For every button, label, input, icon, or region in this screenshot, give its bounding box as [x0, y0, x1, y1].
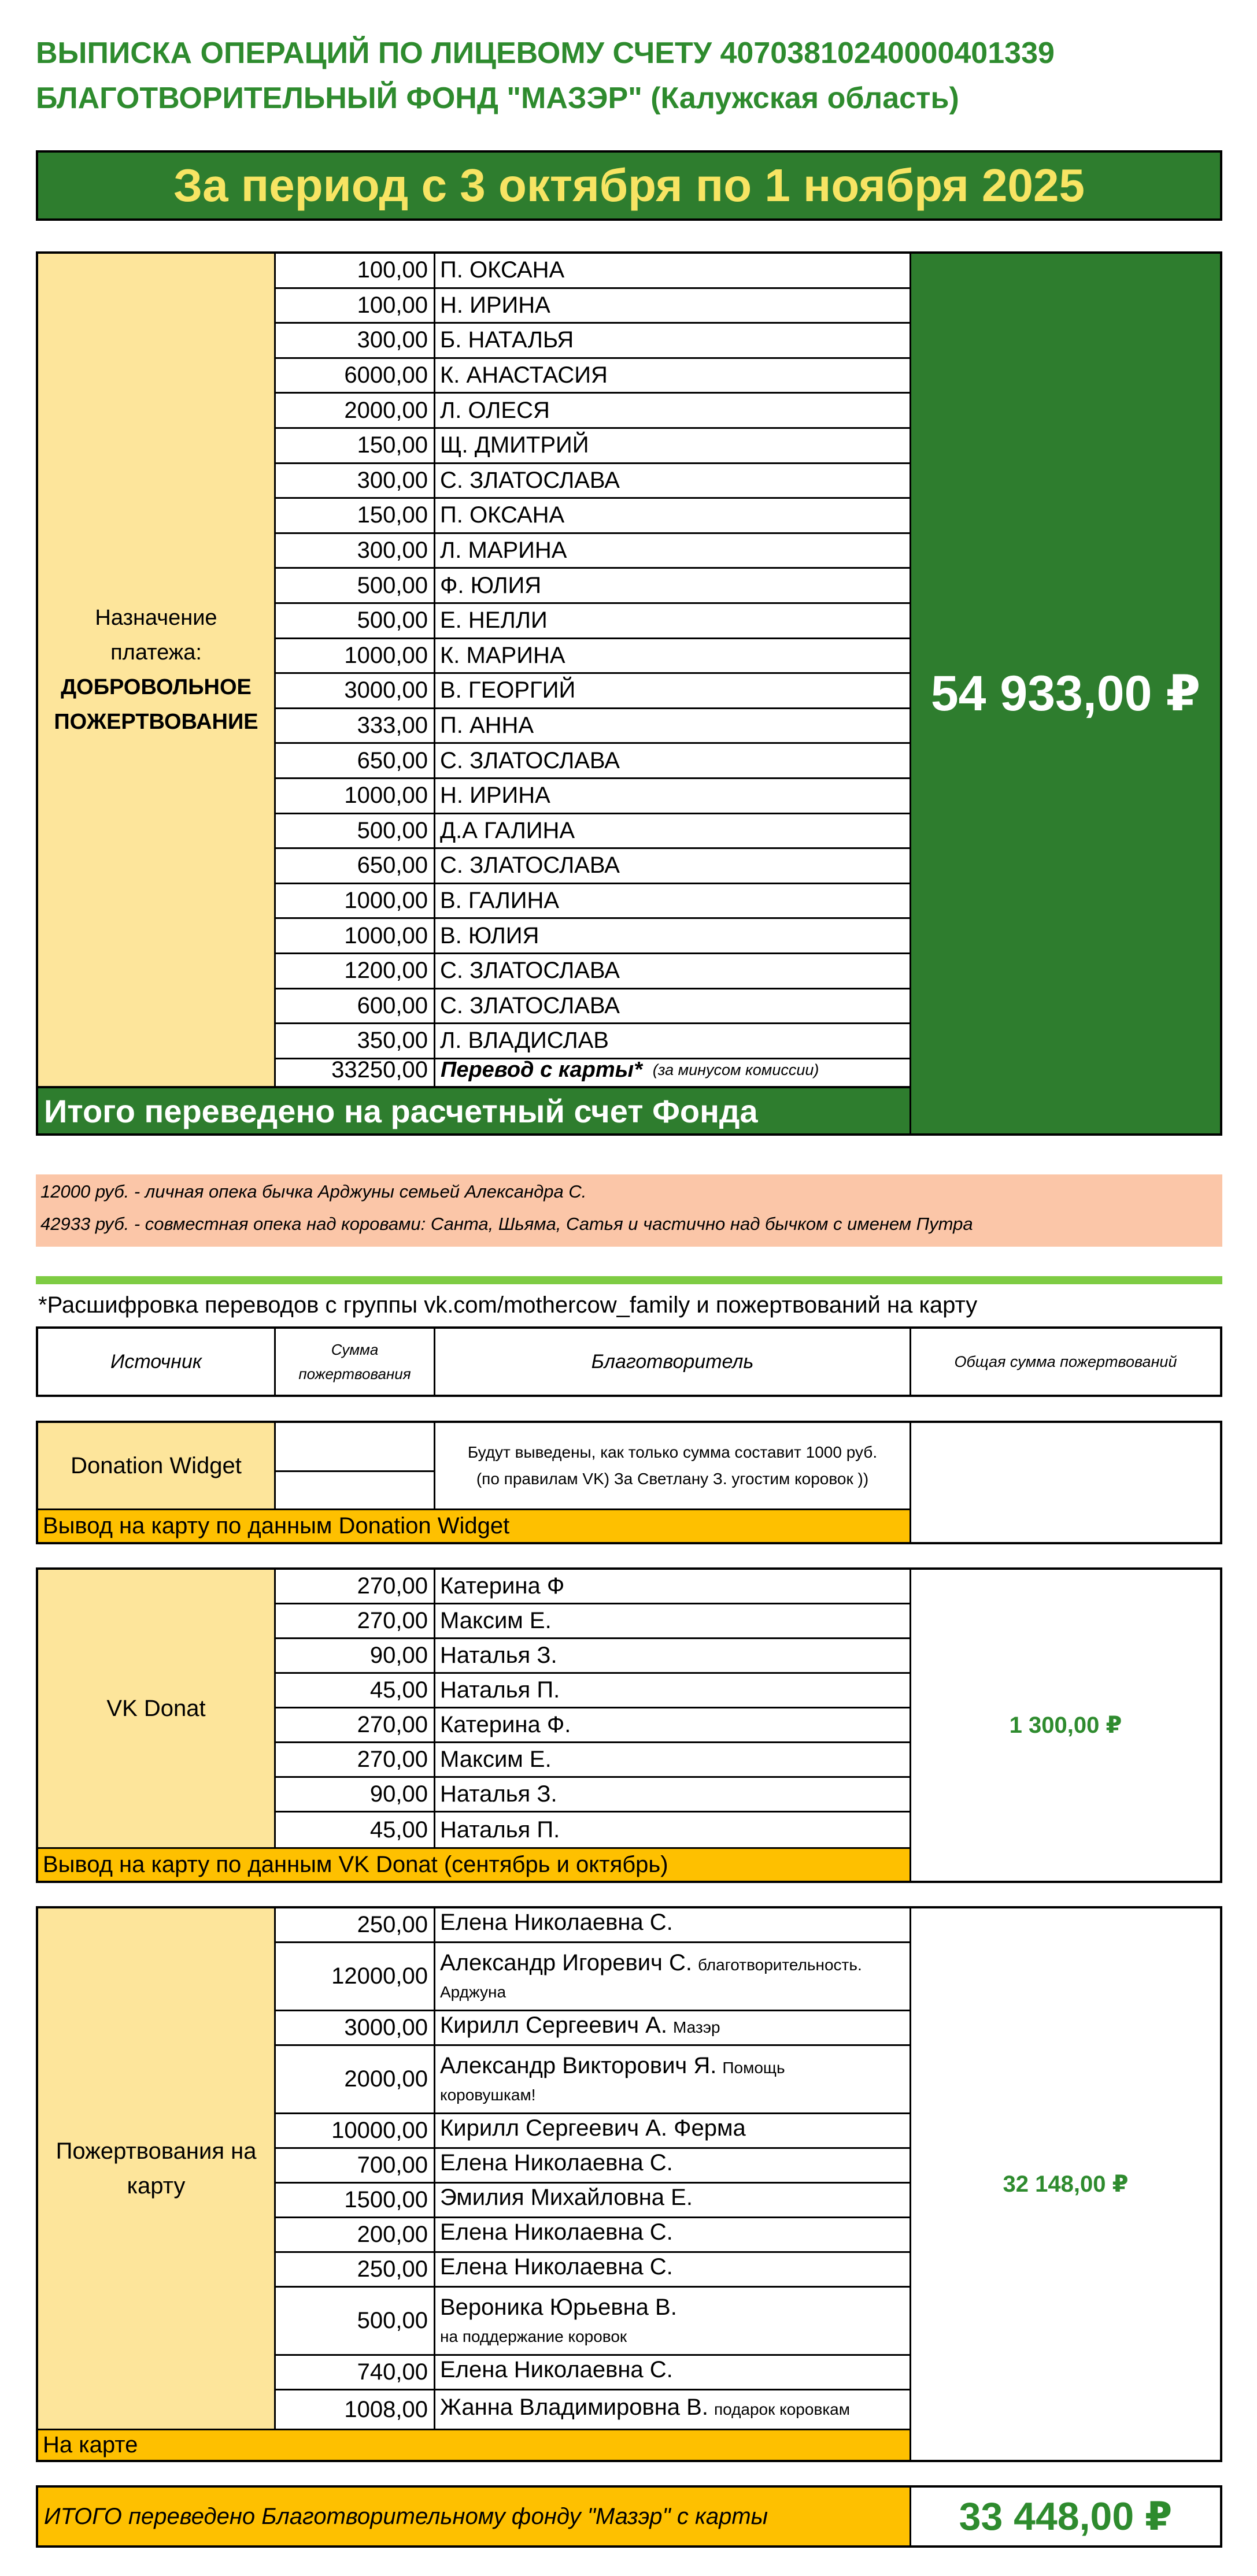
card-amount: 500,00 [276, 2288, 434, 2356]
donor-name: С. ЗЛАТОСЛАВА [435, 954, 910, 989]
card-donor-note-2: на поддержание коровок [440, 2327, 627, 2345]
card-donor [440, 1909, 679, 1941]
donor-name: Н. ИРИНА [435, 289, 910, 324]
vk-source-label: VK Donat [38, 1570, 274, 1847]
donation-amount: 100,00 [276, 289, 434, 324]
grand-total-value: 33 448,00 ₽ [959, 2494, 1173, 2538]
card-donor-name: Кирилл Сергеевич А. Ферма [440, 2115, 746, 2141]
donor-name: С. ЗЛАТОСЛАВА [435, 989, 910, 1025]
card-donor-cell [435, 2288, 910, 2356]
card-donor-name: Елена Николаевна С. [440, 2254, 673, 2280]
card-donor-name: Елена Николаевна С. [440, 2219, 673, 2245]
card-amount: 250,00 [276, 1908, 434, 1943]
donor-name: Л. ОЛЕСЯ [435, 394, 910, 429]
fund-title: БЛАГОТВОРИТЕЛЬНЫЙ ФОНД "МАЗЭР" (Калужская область) [36, 81, 959, 115]
donation-amount: 150,00 [276, 499, 434, 534]
donation-amount: 600,00 [276, 989, 434, 1025]
card-donor-cell [435, 1943, 910, 2011]
donation-amount: 300,00 [276, 324, 434, 359]
donation-amount: 1000,00 [276, 919, 434, 954]
donor-name: С. ЗЛАТОСЛАВА [435, 849, 910, 884]
vk-donor-name: Катерина Ф [435, 1570, 910, 1604]
card-source-label [38, 1908, 274, 2429]
grand-total-label: ИТОГО переведено Благотворительному фонду "Мазэр" с карты [38, 2488, 910, 2545]
row-divider [276, 1470, 434, 1472]
card-donor-name: Елена Николаевна С. [440, 2357, 673, 2382]
purpose-label: Назначение [95, 606, 217, 630]
donor-name: С. ЗЛАТОСЛАВА [435, 744, 910, 779]
donation-amount: 100,00 [276, 254, 434, 289]
donor-name: С. ЗЛАТОСЛАВА [435, 464, 910, 499]
card-donor [440, 1949, 862, 2003]
purpose-cell [38, 254, 274, 1086]
donation-amount: 3000,00 [276, 674, 434, 709]
vk-amount: 270,00 [276, 1743, 434, 1778]
card-donor-name: Александр Викторович Я. [440, 2053, 717, 2078]
card-source-line: Пожертвования на [56, 2138, 257, 2164]
breakdown-title: *Расшифровка переводов с группы vk.com/mothercow_family и пожертвований на карту [38, 1292, 978, 1318]
card-total: 32 148,00 ₽ [1003, 2171, 1129, 2197]
vk-donor-name: Наталья З. [435, 1778, 910, 1813]
vk-donor-name: Наталья З. [435, 1639, 910, 1674]
card-amount: 3000,00 [276, 2011, 434, 2046]
card-transfer-amount: 33250,00 [331, 1057, 428, 1083]
card-donor-cell [435, 2149, 910, 2184]
card-donor [440, 2356, 679, 2388]
donation-amount: 1000,00 [276, 779, 434, 814]
amount-header-line: Сумма [331, 1341, 379, 1358]
donation-amount: 500,00 [276, 814, 434, 850]
card-donor [440, 2253, 679, 2285]
donor-name: П. ОКСАНА [435, 254, 910, 289]
vk-total: 1 300,00 ₽ [1009, 1713, 1122, 1738]
donor-name: В. ГАЛИНА [435, 884, 910, 920]
card-donor-note-2: коровушкам! [440, 2086, 536, 2104]
donation-amount: 333,00 [276, 709, 434, 744]
donation-amount: 650,00 [276, 744, 434, 779]
donation-amount: 350,00 [276, 1024, 434, 1059]
card-donor-name: Александр Игоревич С. [440, 1950, 692, 1975]
amount-header [276, 1329, 434, 1395]
amount-header-line: пожертвования [298, 1365, 411, 1382]
donation-amount: 1200,00 [276, 954, 434, 989]
vk-amount: 270,00 [276, 1604, 434, 1639]
card-source-line: карту [127, 2173, 186, 2199]
card-transfer-name [436, 1054, 909, 1086]
vk-donor-name: Максим Е. [435, 1743, 910, 1778]
purpose-value: ДОБРОВОЛЬНОЕ [61, 675, 252, 699]
card-donor [440, 2394, 850, 2426]
card-donor-note: благотворительность. [698, 1956, 862, 1974]
card-amount: 10000,00 [276, 2114, 434, 2149]
card-donor-cell [435, 2218, 910, 2253]
card-amount: 12000,00 [276, 1943, 434, 2011]
card-amount: 700,00 [276, 2149, 434, 2184]
transfer-total-footer: Итого переведено на расчетный счет Фонда [38, 1086, 910, 1133]
donation-amount: 500,00 [276, 569, 434, 604]
vk-amount: 270,00 [276, 1570, 434, 1604]
card-donor-name: Елена Николаевна С. [440, 1910, 673, 1935]
card-amount: 740,00 [276, 2356, 434, 2390]
donation-amount: 6000,00 [276, 359, 434, 394]
donation-amount: 150,00 [276, 429, 434, 464]
donor-name: К. МАРИНА [435, 639, 910, 674]
card-donor [440, 2115, 752, 2147]
vk-amount: 90,00 [276, 1778, 434, 1813]
card-donor [440, 2219, 679, 2251]
donor-name: Д.А ГАЛИНА [435, 814, 910, 850]
donor-name: К. АНАСТАСИЯ [435, 359, 910, 394]
main-total: 54 933,00 ₽ [911, 254, 1220, 1133]
vk-amount: 45,00 [369, 1817, 428, 1843]
widget-note-line: (по правилам VK) За Светлану З. угостим коровок )) [476, 1470, 869, 1488]
donor-name: Н. ИРИНА [435, 779, 910, 814]
card-donor [440, 2294, 683, 2348]
vk-donor-name: Катерина Ф. [435, 1708, 910, 1743]
donor-name: Ф. ЮЛИЯ [435, 569, 910, 604]
card-donor-note: Мазэр [672, 2018, 720, 2036]
card-donor-cell [435, 2253, 910, 2288]
card-donor [440, 2184, 698, 2216]
section-divider [36, 1276, 1222, 1284]
donor-name: Щ. ДМИТРИЙ [435, 429, 910, 464]
card-donor-name: Эмилия Михайловна Е. [440, 2185, 693, 2210]
source-header: Источник [110, 1350, 202, 1373]
donor-name: П. АННА [435, 709, 910, 744]
card-donor-name: Вероника Юрьевна В. [440, 2295, 677, 2320]
donor-name: Л. ВЛАДИСЛАВ [435, 1024, 910, 1059]
card-donor-note: Помощь [722, 2059, 785, 2077]
card-amount: 1008,00 [344, 2396, 428, 2422]
card-donor-name: Елена Николаевна С. [440, 2150, 673, 2175]
donation-amount: 1000,00 [276, 884, 434, 920]
donor-name: Б. НАТАЛЬЯ [435, 324, 910, 359]
vk-donor-name: Максим Е. [435, 1604, 910, 1639]
vk-amount: 90,00 [276, 1639, 434, 1674]
card-amount: 1500,00 [276, 2184, 434, 2218]
widget-note-line: Будут выведены, как только сумма составит 1000 руб. [467, 1443, 878, 1461]
card-transfer-label: Перевод с карты* [441, 1057, 642, 1082]
card-donor-cell [435, 1908, 910, 1943]
donor-name: П. ОКСАНА [435, 499, 910, 534]
donor-name: В. ЮЛИЯ [435, 919, 910, 954]
widget-note [435, 1423, 910, 1508]
widget-footer: Вывод на карту по данным Donation Widget [38, 1508, 910, 1542]
donor-name: Е. НЕЛЛИ [435, 604, 910, 639]
donation-amount: 2000,00 [276, 394, 434, 429]
card-donor [440, 2149, 679, 2181]
donation-amount: 300,00 [276, 534, 434, 569]
card-amount: 200,00 [276, 2218, 434, 2253]
statement-title: ВЫПИСКА ОПЕРАЦИЙ ПО ЛИЦЕВОМУ СЧЕТУ 40703810240000401339 [36, 36, 1055, 70]
vk-footer: Вывод на карту по данным VK Donat (сентябрь и октябрь) [38, 1847, 910, 1881]
card-donor-note: подарок коровкам [713, 2400, 850, 2418]
card-transfer-note: (за минусом комиссии) [652, 1061, 819, 1078]
card-donor-cell [435, 2390, 910, 2429]
card-donor [440, 2012, 720, 2044]
widget-source-label: Donation Widget [38, 1423, 274, 1508]
donation-amount: 1000,00 [276, 639, 434, 674]
note-line: 12000 руб. - личная опека бычка Арджуны семьей Александра С. [40, 1181, 587, 1202]
donation-amount: 300,00 [276, 464, 434, 499]
vk-donor-name: Наталья П. [435, 1674, 910, 1708]
card-donor-cell [435, 2011, 910, 2046]
donor-name: Л. МАРИНА [435, 534, 910, 569]
card-donor-cell [435, 2184, 910, 2218]
donor-name: В. ГЕОРГИЙ [435, 674, 910, 709]
total-header: Общая сумма пожертвований [954, 1352, 1177, 1370]
card-donor-name: Кирилл Сергеевич А. [440, 2012, 667, 2038]
vk-amount: 270,00 [276, 1708, 434, 1743]
donor-header: Благотворитель [591, 1350, 754, 1373]
card-amount: 250,00 [276, 2253, 434, 2288]
donation-amount: 500,00 [276, 604, 434, 639]
card-donor-cell [435, 2356, 910, 2390]
period-banner: За период с 3 октября по 1 ноября 2025 [36, 150, 1222, 221]
vk-donor-name: Наталья П. [440, 1817, 560, 1843]
column-divider [910, 1423, 911, 1542]
card-donor-name: Жанна Владимировна В. [440, 2394, 708, 2420]
purpose-value: ПОЖЕРТВОВАНИЕ [54, 710, 258, 734]
vk-amount: 45,00 [276, 1674, 434, 1708]
purpose-label: платежа: [110, 640, 202, 665]
card-donor-cell [435, 2046, 910, 2114]
card-donor-note-2: Арджуна [440, 1983, 507, 2001]
card-donor-cell [435, 2114, 910, 2149]
card-amount: 2000,00 [276, 2046, 434, 2114]
column-divider [274, 1423, 276, 1508]
card-footer: На карте [38, 2429, 910, 2460]
note-line: 42933 руб. - совместная опека над коровами: Санта, Шьяма, Сатья и частично над бычком с именем Путра [40, 1214, 973, 1234]
card-donor [440, 2052, 785, 2106]
donation-amount: 650,00 [276, 849, 434, 884]
